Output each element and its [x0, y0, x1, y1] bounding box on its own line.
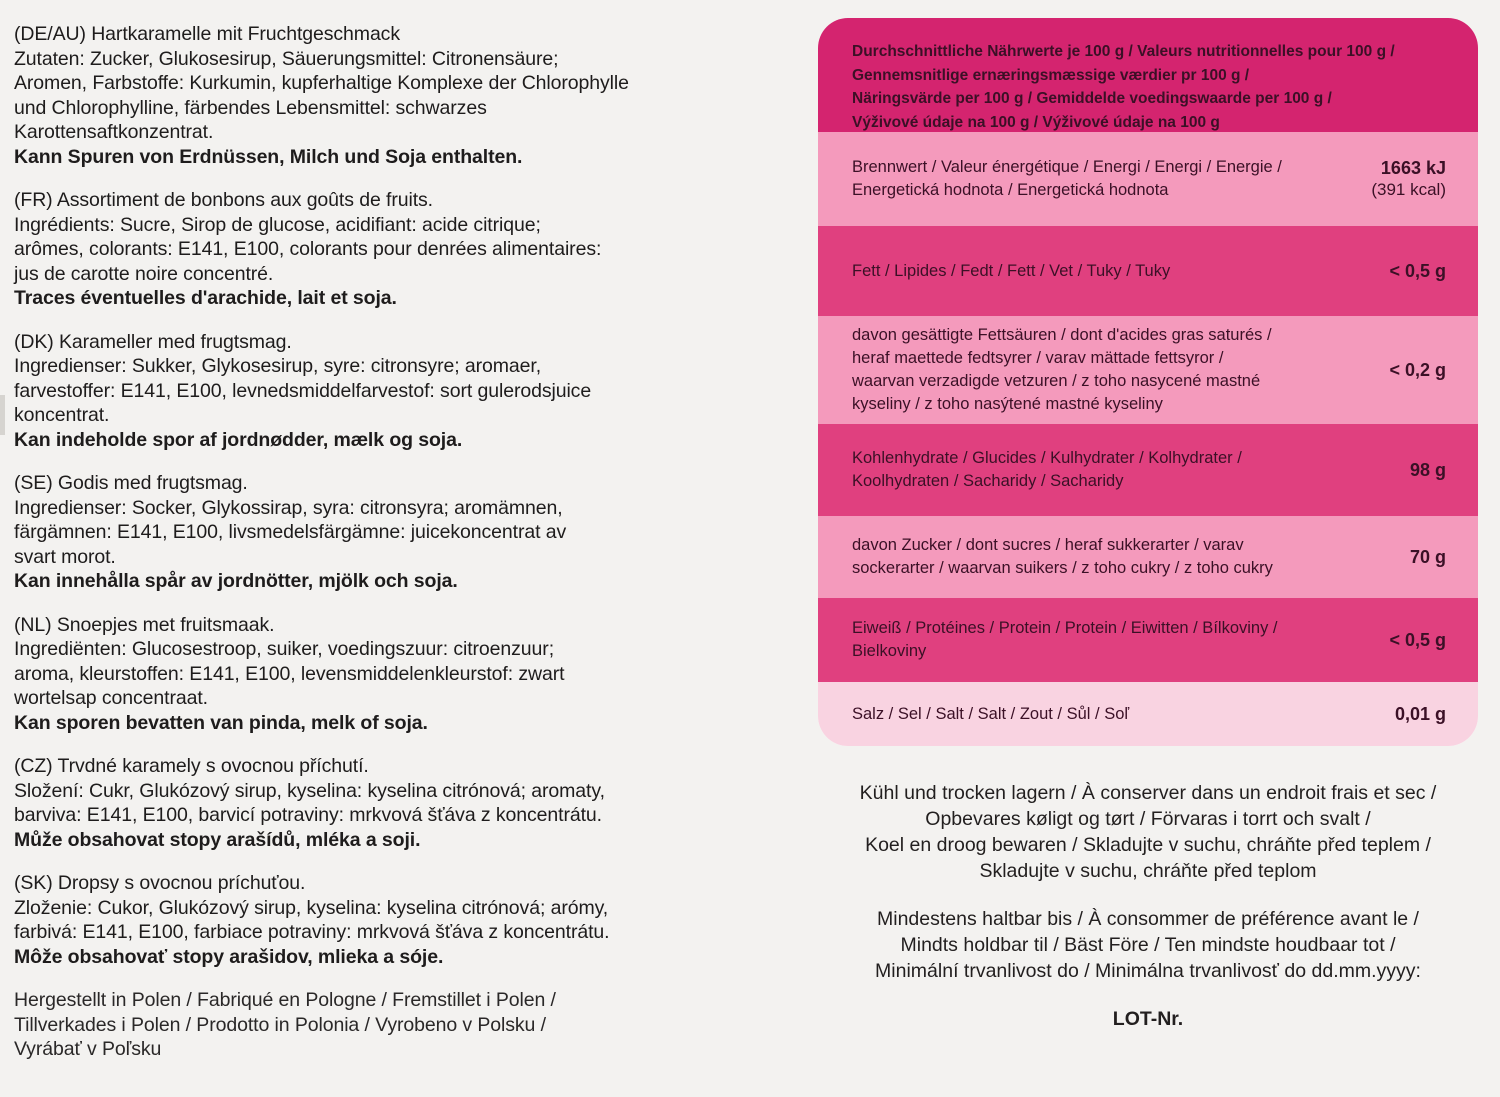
label-line: kyseliny / z toho nasýtené mastné kyseliny	[852, 395, 1163, 413]
se-line: Ingredienser: Socker, Glykossirap, syra: citronsyra; aromämnen,	[14, 496, 563, 519]
nutrition-label	[852, 617, 1322, 663]
nutrition-label	[852, 534, 1322, 580]
storage-line: Skladujte v suchu, chráňte před teplom	[979, 860, 1317, 882]
nutrition-row-protein	[818, 598, 1478, 682]
nl-line: wortelsap concentraat.	[14, 687, 208, 709]
label-line: Kohlenhydrate / Glucides / Kulhydrater / Kolhydrater /	[852, 449, 1242, 467]
label-line: davon gesättigte Fettsäuren / dont d'acides gras saturés /	[852, 326, 1272, 344]
label-line: davon Zucker / dont sucres / heraf sukkerarter / varav	[852, 536, 1244, 554]
fr-line: arômes, colorants: E141, E100, colorants pour denrées alimentaires:	[14, 238, 602, 260]
best-before-line: Mindestens haltbar bis / À consommer de préférence avant le /	[877, 908, 1419, 930]
nutrition-header-line: Durchschnittliche Nährwerte je 100 g / Valeurs nutritionnelles pour 100 g /	[852, 43, 1395, 60]
label-line: Fett / Lipides / Fedt / Fett / Vet / Tuky / Tuky	[852, 261, 1171, 280]
storage-line: Koel en droog bewaren / Skladujte v suchu, chráňte před teplem /	[865, 834, 1431, 856]
cz-line: barviva: E141, E100, barvicí potraviny: mrkvová šťáva z koncentrátu.	[14, 804, 602, 826]
nutrition-row-salt	[818, 682, 1478, 746]
cz-title: (CZ) Trvdné karamely s ovocnou příchutí.	[14, 755, 369, 777]
sk-allergen: Môže obsahovať stopy arašidov, mlieka a sóje.	[14, 945, 444, 968]
nutrition-header-line: Näringsvärde per 100 g / Gemiddelde voedingswaarde per 100 g /	[852, 90, 1332, 107]
dk-line: koncentrat.	[14, 404, 110, 426]
nutrition-table	[818, 18, 1478, 746]
de-line: Zutaten: Zucker, Glukosesirup, Säuerungsmittel: Citronensäure;	[14, 47, 559, 70]
sk-title: (SK) Dropsy s ovocnou príchuťou.	[14, 872, 306, 894]
dk-line: farvestoffer: E141, E100, levnedsmiddelfarvestof: sort gulerodsjuice	[14, 379, 592, 402]
ingredients-de	[14, 22, 734, 169]
cz-line: Složení: Cukr, Glukózový sirup, kyselina: kyselina citrónová; aromaty,	[14, 779, 605, 802]
nl-line: aroma, kleurstoffen: E141, E100, levensmiddelenkleurstof: zwart	[14, 662, 565, 685]
label-line: Energetická hodnota / Energetická hodnota	[852, 181, 1169, 199]
label-line: Bielkoviny	[852, 642, 927, 660]
ingredients-fr	[14, 188, 734, 311]
lot-number: LOT-Nr.	[1112, 1008, 1184, 1030]
sk-line: Zloženie: Cukor, Glukózový sirup, kyselina: kyselina citrónová; arómy,	[14, 896, 609, 919]
sk-line: farbivá: E141, E100, farbiace potraviny: mrkvová šťáva z koncentrátu.	[14, 921, 610, 943]
se-line: svart morot.	[14, 545, 116, 568]
ingredients-cz	[14, 754, 734, 852]
nutrition-label	[852, 260, 1322, 283]
fr-line: Ingrédients: Sucre, Sirop de glucose, acidifiant: acide citrique;	[14, 213, 541, 236]
label-line: waarvan verzadigde vetzuren / z toho nasycené mastné	[852, 372, 1261, 390]
label-line: heraf maettede fedtsyrer / varav mättade fettsyror /	[852, 349, 1224, 367]
fr-allergen: Traces éventuelles d'arachide, lait et soja.	[14, 287, 397, 309]
ingredients-dk	[14, 330, 734, 453]
de-line: Aromen, Farbstoffe: Kurkumin, kupferhaltige Komplexe der Chlorophylle	[14, 72, 629, 94]
storage-line: Opbevares køligt og tørt / Förvaras i torrt och svalt /	[925, 808, 1371, 830]
best-before-line: Minimální trvanlivost do / Minimálna trvanlivosť do dd.mm.yyyy:	[875, 960, 1421, 982]
dk-allergen: Kan indeholde spor af jordnødder, mælk og soja.	[14, 428, 463, 451]
made-in-line: Hergestellt in Polen / Fabriqué en Pologne / Fremstillet i Polen /	[14, 989, 556, 1011]
storage-instructions	[818, 780, 1478, 884]
nutrition-label	[852, 703, 1322, 726]
nutrition-value: 98 g	[1409, 460, 1446, 480]
nutrition-header-line: Gennemsnitlige ernæringsmæssige værdier pr 100 g /	[852, 66, 1250, 84]
dk-title: (DK) Karameller med frugtsmag.	[14, 330, 292, 353]
nutrition-row-saturates	[818, 316, 1478, 424]
best-before	[818, 906, 1478, 984]
ingredients-sk	[14, 871, 734, 969]
nl-allergen: Kan sporen bevatten van pinda, melk of soja.	[14, 711, 428, 734]
se-line: färgämnen: E141, E100, livsmedelsfärgämne: juicekoncentrat av	[14, 521, 567, 543]
label-line: Eiweiß / Protéines / Protein / Protein / Eiwitten / Bílkoviny /	[852, 619, 1278, 637]
nutrition-row-carbohydrate	[818, 424, 1478, 516]
nutrition-row-fat	[818, 226, 1478, 316]
dk-line: Ingredienser: Sukker, Glykosesirup, syre: citronsyre; aromaer,	[14, 355, 542, 377]
de-line: Karottensaftkonzentrat.	[14, 121, 214, 143]
ingredients-column	[14, 22, 734, 1062]
ingredients-nl	[14, 613, 734, 736]
ingredients-se	[14, 471, 734, 594]
nutrition-row-energy	[818, 132, 1478, 226]
value-kj: 1663 kJ	[1380, 158, 1446, 178]
nutrition-label	[852, 324, 1322, 416]
nutrition-value: < 0,5 g	[1389, 261, 1446, 281]
label-line: sockerarter / waarvan suikers / z toho cukry / z toho cukry	[852, 559, 1273, 577]
nutrition-value: 0,01 g	[1394, 704, 1446, 724]
de-allergen: Kann Spuren von Erdnüssen, Milch und Soja enthalten.	[14, 145, 523, 168]
storage-block	[818, 780, 1478, 1032]
edge-strip	[0, 395, 5, 435]
nl-title: (NL) Snoepjes met fruitsmaak.	[14, 613, 275, 636]
nutrition-header-line: Výživové údaje na 100 g / Výživové údaje na 100 g	[852, 113, 1220, 131]
best-before-line: Mindts holdbar til / Bäst Före / Ten mindste houdbaar tot /	[900, 934, 1396, 956]
se-title: (SE) Godis med frugtsmag.	[14, 472, 248, 494]
nutrition-label	[852, 447, 1322, 493]
nutrition-value: < 0,5 g	[1389, 630, 1446, 650]
de-title: (DE/AU) Hartkaramelle mit Fruchtgeschmack	[14, 23, 400, 45]
made-in-line: Vyrábať v Poľsku	[14, 1038, 162, 1060]
made-in-line: Tillverkades i Polen / Prodotto in Polonia / Vyrobeno v Polsku /	[14, 1013, 546, 1036]
made-in-block	[14, 988, 734, 1062]
nutrition-label	[852, 156, 1322, 202]
nutrition-value: < 0,2 g	[1389, 360, 1446, 380]
fr-title: (FR) Assortiment de bonbons aux goûts de fruits.	[14, 189, 433, 211]
label-line: Brennwert / Valeur énergétique / Energi / Energi / Energie /	[852, 158, 1282, 176]
label-line: Salz / Sel / Salt / Salt / Zout / Sůl / Soľ	[852, 704, 1130, 723]
nl-line: Ingrediënten: Glucosestroop, suiker, voedingszuur: citroenzuur;	[14, 638, 555, 660]
nutrition-row-sugars	[818, 516, 1478, 598]
se-allergen: Kan innehålla spår av jordnötter, mjölk och soja.	[14, 570, 458, 592]
fr-line: jus de carotte noire concentré.	[14, 262, 274, 285]
label-line: Koolhydraten / Sacharidy / Sacharidy	[852, 472, 1124, 490]
nutrition-value	[1371, 157, 1446, 201]
cz-allergen: Může obsahovat stopy arašídů, mléka a soji.	[14, 828, 421, 851]
storage-line: Kühl und trocken lagern / À conserver dans un endroit frais et sec /	[859, 782, 1437, 804]
de-line: und Chlorophylline, färbendes Lebensmittel: schwarzes	[14, 96, 487, 119]
nutrition-value: 70 g	[1409, 547, 1446, 567]
nutrition-header	[818, 18, 1478, 132]
value-kcal: (391 kcal)	[1371, 180, 1446, 199]
